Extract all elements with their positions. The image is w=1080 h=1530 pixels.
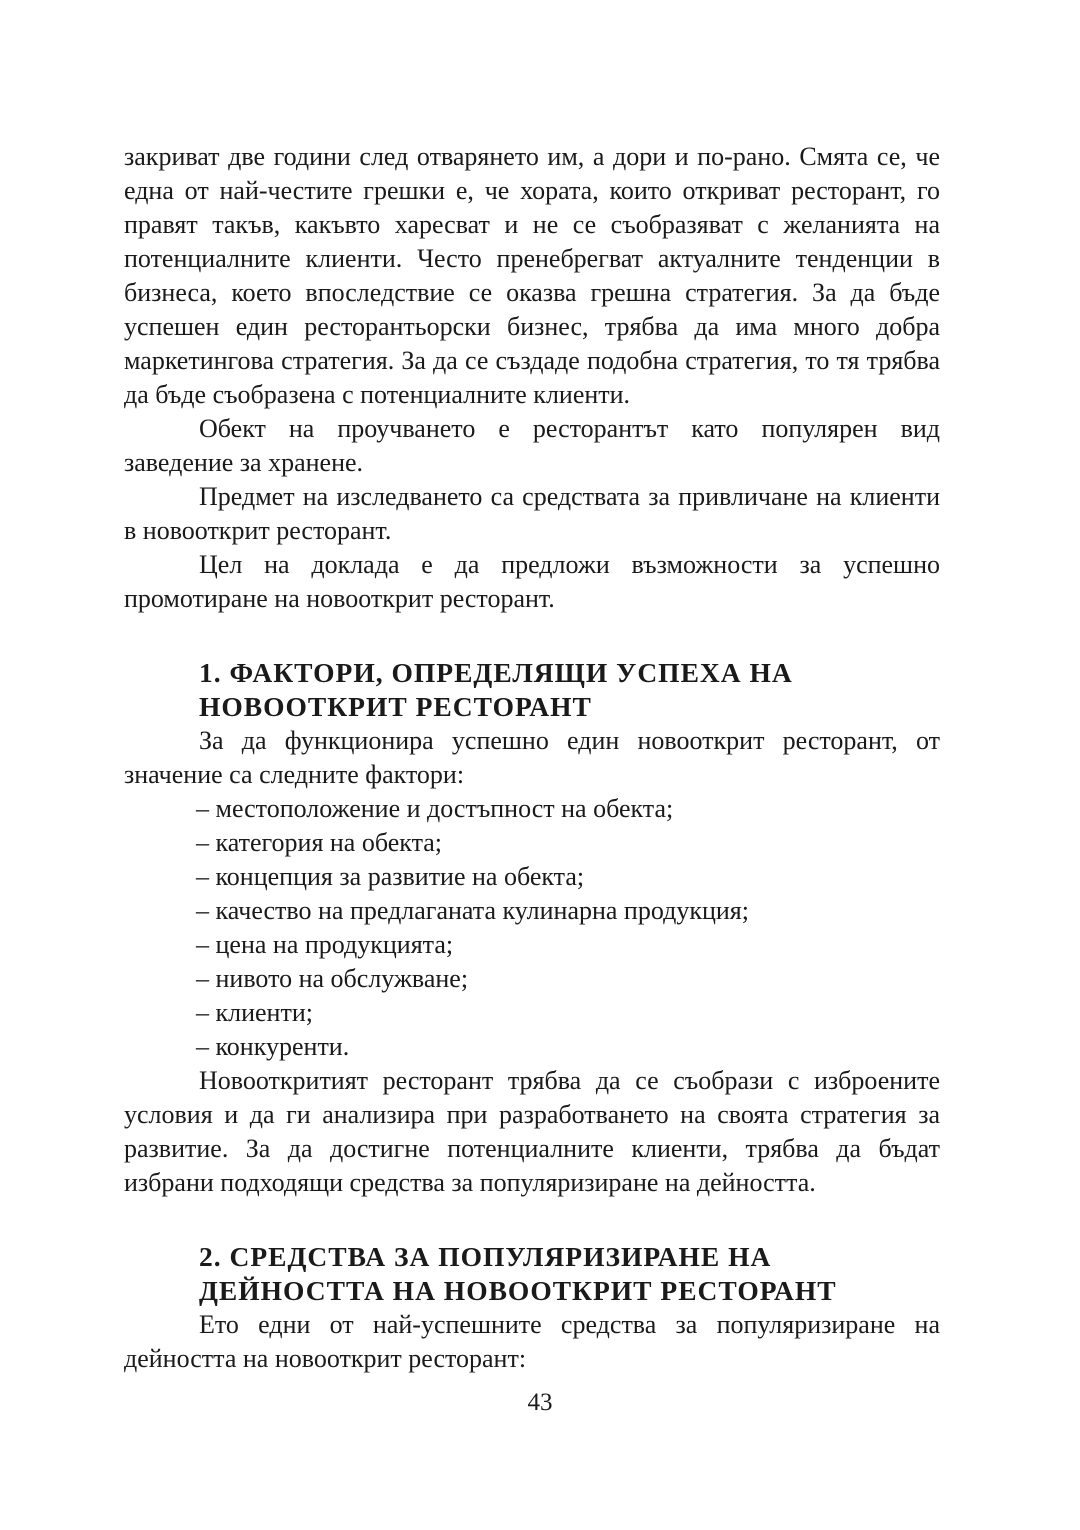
- section-1-closing: Новооткритият ресторант трябва да се съобрази с изброените условия и да ги анализира при разработването на своята стратегия за развитие. За да достигне потенциалните клиенти, трябва да бъдат избрани подходящи средства за популяризиране на дейността.: [124, 1066, 940, 1197]
- subject-paragraph: Предмет на изследването са средствата за привличане на клиенти в новооткрит ресторант.: [124, 482, 940, 545]
- intro-paragraph: закриват две години след отварянето им, а дори и по-рано. Смята се, че една от най-честите грешки е, че хората, които откриват ресторант, го правят такъв, какъвто харесват и не се съобразяват с желанията на потенциалните клиенти. Често пренебрегват актуалните тенденции в бизнеса, което впоследствие се оказва грешна стратегия. За да бъде успешен един ресторантьорски бизнес, трябва да има много добра маркетингова стратегия. За да се създаде подобна стратегия, то тя трябва да бъде съобразена с потенциалните клиенти.: [124, 142, 940, 409]
- page-body: [124, 140, 940, 1376]
- section-1-heading-line-2: НОВООТКРИТ РЕСТОРАНТ: [199, 691, 592, 722]
- factors-list: [124, 792, 940, 1064]
- section-2-heading: [124, 1240, 940, 1308]
- object-paragraph: Обект на проучването е ресторантът като популярен вид заведение за хранене.: [124, 414, 940, 477]
- goal-paragraph: Цел на доклада е да предложи възможности за успешно промотиране на новооткрит ресторант.: [124, 550, 940, 613]
- list-item: – категория на обекта;: [196, 828, 443, 857]
- page-number: 43: [527, 1389, 553, 1416]
- list-item: – клиенти;: [196, 998, 313, 1027]
- section-2-heading-line-1: 2. СРЕДСТВА ЗА ПОПУЛЯРИЗИРАНЕ НА: [199, 1241, 772, 1272]
- section-2-lead: Ето едни от най-успешните средства за популяризиране на дейността на новооткрит ресторант:: [124, 1310, 940, 1373]
- list-item: – нивото на обслужване;: [196, 964, 469, 993]
- list-item: – местоположение и достъпност на обекта;: [196, 794, 674, 823]
- section-1-lead: За да функционира успешно един новооткрит ресторант, от значение са следните фактори:: [124, 726, 940, 789]
- section-1-heading: [124, 656, 940, 724]
- list-item: – концепция за развитие на обекта;: [196, 862, 585, 891]
- list-item: – конкуренти.: [196, 1032, 350, 1061]
- section-2-heading-line-2: ДЕЙНОСТТА НА НОВООТКРИТ РЕСТОРАНТ: [199, 1275, 837, 1306]
- list-item: – цена на продукцията;: [196, 930, 454, 959]
- section-1-heading-line-1: 1. ФАКТОРИ, ОПРЕДЕЛЯЩИ УСПЕХА НА: [199, 657, 793, 688]
- list-item: – качество на предлаганата кулинарна продукция;: [196, 896, 749, 925]
